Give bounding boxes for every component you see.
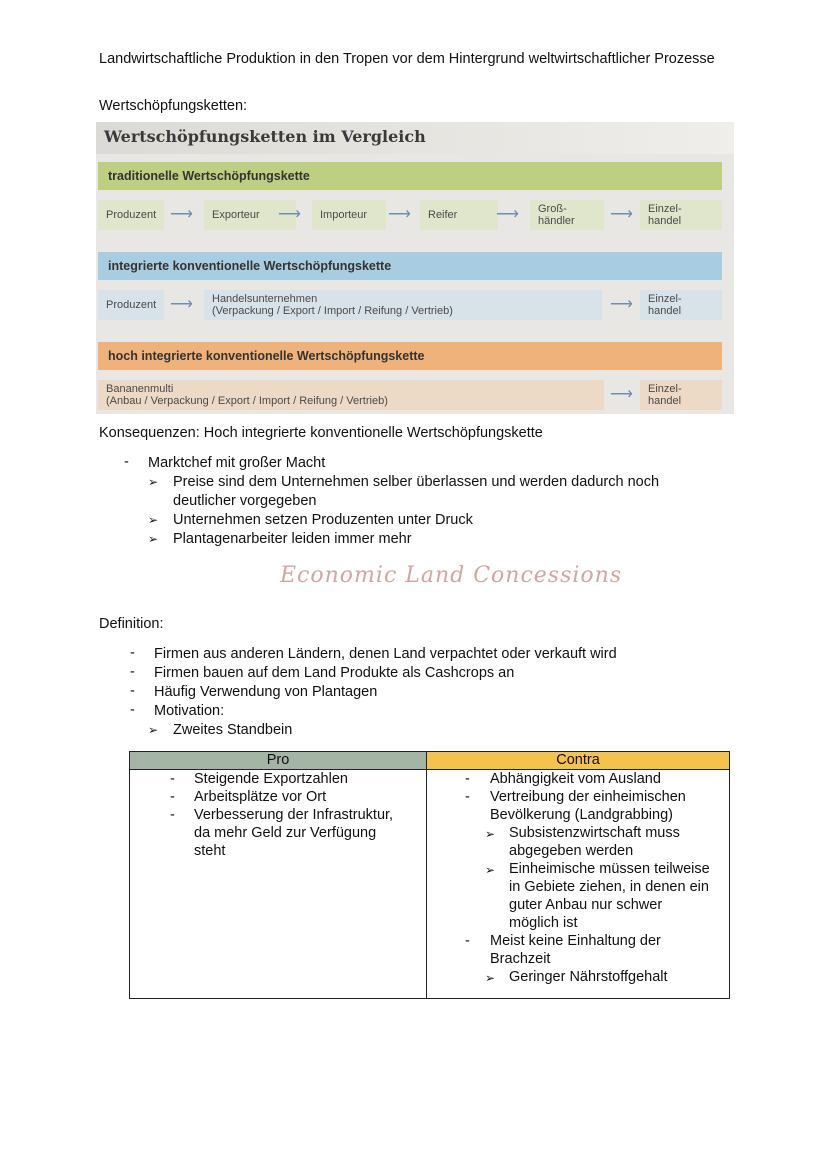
definition-heading: Definition: xyxy=(99,616,164,632)
dash-bullet: - xyxy=(124,454,129,470)
chain-label-highly-integrated: hoch integrierte konventionelle Wertschöpfungskette xyxy=(98,342,722,370)
definition-item: Firmen bauen auf dem Land Produkte als Cashcrops an xyxy=(154,665,515,681)
contra-subitem: Geringer Nährstoffgehalt xyxy=(509,969,668,985)
dash-bullet: - xyxy=(465,771,470,787)
step-name: Handelsunternehmen xyxy=(212,293,318,305)
step-produzent: Produzent xyxy=(98,200,164,230)
document-title: Landwirtschaftliche Produktion in den Tropen vor dem Hintergrund weltwirtschaftlicher Prozesse xyxy=(99,51,715,67)
definition-item: Firmen aus anderen Ländern, denen Land verpachtet oder verkauft wird xyxy=(154,646,617,662)
pro-item: Arbeitsplätze vor Ort xyxy=(194,789,327,805)
consequence-point: Unternehmen setzen Produzenten unter Druck xyxy=(173,512,473,528)
pro-item: Steigende Exportzahlen xyxy=(194,771,348,787)
dash-bullet: - xyxy=(465,789,470,805)
dash-bullet: - xyxy=(130,702,135,718)
chain-row-traditional xyxy=(98,200,722,230)
step-handelsunternehmen xyxy=(204,290,602,320)
step-grosshaendler: Groß- händler xyxy=(530,200,604,230)
consequence-point: Plantagenarbeiter leiden immer mehr xyxy=(173,531,412,547)
arrow-bullet-icon: ➢ xyxy=(148,513,159,527)
step-bananenmulti xyxy=(98,380,604,410)
arrow-icon: ⟶ xyxy=(170,206,193,223)
step-importeur: Importeur xyxy=(312,200,386,230)
contra-subitem-cont: abgegeben werden xyxy=(509,843,634,859)
arrow-icon: ⟶ xyxy=(496,206,519,223)
arrow-icon: ⟶ xyxy=(610,206,633,223)
arrow-icon: ⟶ xyxy=(170,296,193,313)
definition-item: Motivation: xyxy=(154,703,225,719)
arrow-bullet-icon: ➢ xyxy=(148,475,159,489)
contra-item-cont: Brachzeit xyxy=(490,951,551,967)
step-einzelhandel: Einzel- handel xyxy=(640,380,722,410)
contra-subitem: Subsistenzwirtschaft muss xyxy=(509,825,680,841)
contra-subitem-cont: guter Anbau nur schwer xyxy=(509,897,663,913)
step-einzelhandel: Einzel- handel xyxy=(640,200,722,230)
dash-bullet: - xyxy=(465,933,470,949)
contra-item: Vertreibung der einheimischen xyxy=(490,789,686,805)
table-row xyxy=(130,770,730,999)
chain-label-integrated: integrierte konventionelle Wertschöpfungskette xyxy=(98,252,722,280)
contra-item-cont: Bevölkerung (Landgrabbing) xyxy=(490,807,673,823)
arrow-icon: ⟶ xyxy=(278,206,301,223)
dash-bullet: - xyxy=(170,789,175,805)
figure-header xyxy=(96,122,734,154)
contra-item: Abhängigkeit vom Ausland xyxy=(490,771,661,787)
dash-bullet: - xyxy=(130,645,135,661)
dash-bullet: - xyxy=(170,807,175,823)
consequence-point: Preise sind dem Unternehmen selber überlassen und werden dadurch noch xyxy=(173,474,660,490)
pro-cell xyxy=(130,770,427,999)
step-detail: (Verpackung / Export / Import / Reifung / Vertrieb) xyxy=(212,305,453,317)
chain-row-highly-integrated xyxy=(98,380,722,410)
figure-title: Wertschöpfungsketten im Vergleich xyxy=(104,127,426,146)
arrow-icon: ⟶ xyxy=(610,296,633,313)
contra-item: Meist keine Einhaltung der xyxy=(490,933,661,949)
step-detail: (Anbau / Verpackung / Export / Import / Reifung / Vertrieb) xyxy=(106,395,388,407)
step-einzelhandel: Einzel- handel xyxy=(640,290,722,320)
consequences-heading: Konsequenzen: Hoch integrierte konventionelle Wertschöpfungskette xyxy=(99,425,543,441)
arrow-bullet-icon: ➢ xyxy=(485,827,496,841)
arrow-bullet-icon: ➢ xyxy=(485,971,496,985)
contra-subitem-cont: in Gebiete ziehen, in denen ein xyxy=(509,879,709,895)
handwritten-heading: Economic Land Concessions xyxy=(280,563,623,588)
step-exporteur: Exporteur xyxy=(204,200,296,230)
consequence-main: Marktchef mit großer Macht xyxy=(148,455,326,471)
section-heading-value-chains: Wertschöpfungsketten: xyxy=(99,98,248,114)
arrow-bullet-icon: ➢ xyxy=(485,863,496,877)
pro-header: Pro xyxy=(130,752,427,770)
arrow-bullet-icon: ➢ xyxy=(148,723,159,737)
pro-contra-table xyxy=(129,751,730,999)
arrow-icon: ⟶ xyxy=(610,386,633,403)
definition-subitem: Zweites Standbein xyxy=(173,722,293,738)
dash-bullet: - xyxy=(130,664,135,680)
dash-bullet: - xyxy=(130,683,135,699)
chain-row-integrated xyxy=(98,290,722,320)
step-produzent: Produzent xyxy=(98,290,164,320)
consequence-point-cont: deutlicher vorgegeben xyxy=(173,493,317,509)
dash-bullet: - xyxy=(170,771,175,787)
arrow-bullet-icon: ➢ xyxy=(148,532,159,546)
arrow-icon: ⟶ xyxy=(388,206,411,223)
contra-subitem: Einheimische müssen teilweise xyxy=(509,861,710,877)
definition-item: Häufig Verwendung von Plantagen xyxy=(154,684,378,700)
contra-subitem-cont: möglich ist xyxy=(509,915,578,931)
table-header-row xyxy=(130,752,730,770)
step-reifer: Reifer xyxy=(420,200,498,230)
step-name: Bananenmulti xyxy=(106,383,174,395)
chain-label-traditional: traditionelle Wertschöpfungskette xyxy=(98,162,722,190)
pro-item-cont: steht xyxy=(194,843,226,859)
contra-header: Contra xyxy=(427,752,730,770)
pro-item-cont: da mehr Geld zur Verfügung xyxy=(194,825,377,841)
pro-item: Verbesserung der Infrastruktur, xyxy=(194,807,394,823)
contra-cell xyxy=(427,770,730,999)
